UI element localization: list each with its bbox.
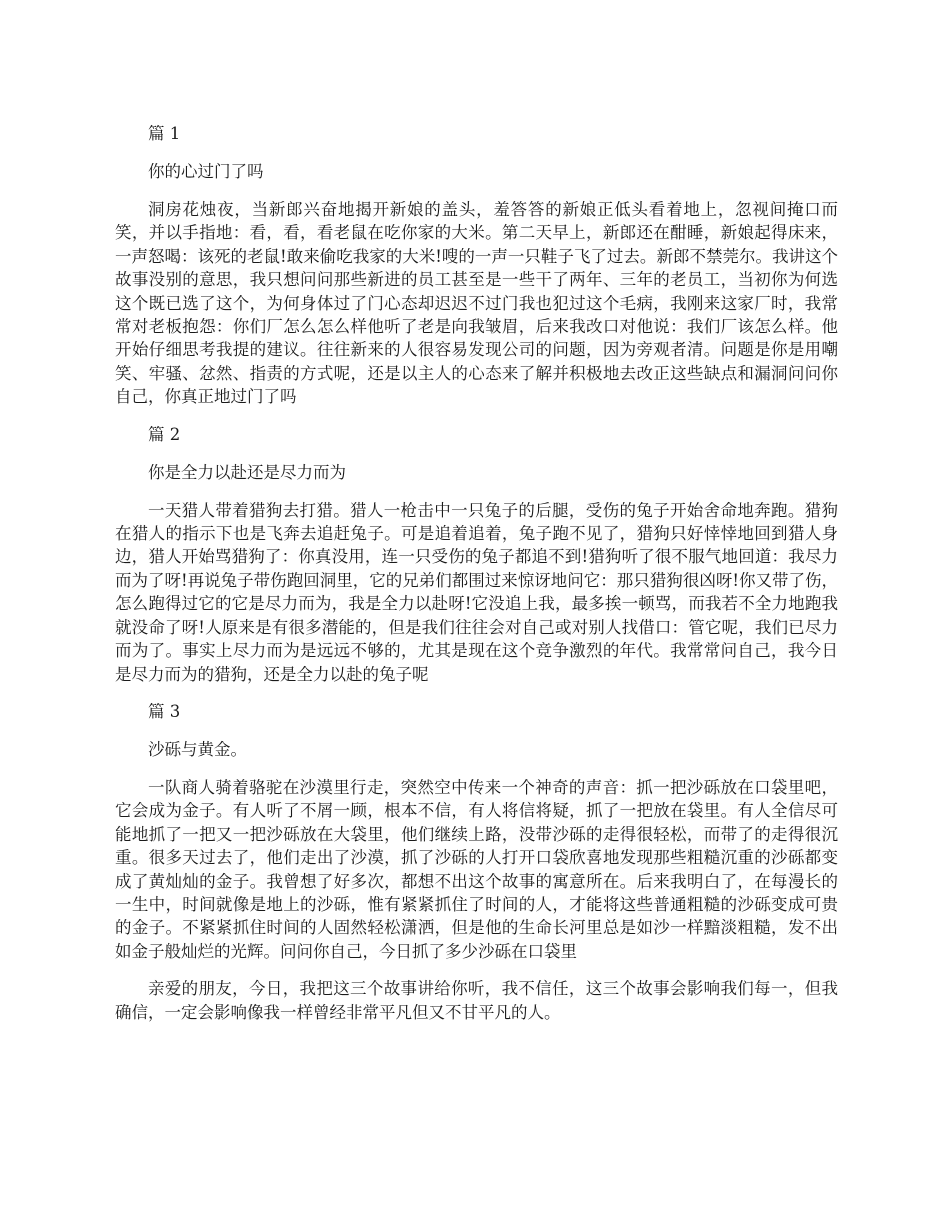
section-1-body: 洞房花烛夜，当新郎兴奋地揭开新娘的盖头，羞答答的新娘正低头看着地上，忽视间掩口而笑，并以手指地：看，看，看老鼠在吃你家的大米。第二天早上，新郎还在酣睡，新娘起得床来，一声怒喝：该死的老鼠!敢来偷吃我家的大米!嗖的一声一只鞋子飞了过去。新郎不禁莞尔。我讲这个故事没别的意思，我只想问问那些新进的员工甚至是一些干了两年、三年的老员工，当初你为何选这个既已选了这个，为何身体过了门心态却迟迟不过门我也犯过这个毛病，我刚来这家厂时，我常常对老板抱怨：你们厂怎么怎么样他听了老是向我皱眉，后来我改口对他说：我们厂该怎么样。他开始仔细思考我提的建议。往往新来的人很容易发现公司的问题，因为旁观者清。问题是你是用嘲笑、牢骚、忿然、指责的方式呢，还是以主人的心态来了解并积极地去改正这些缺点和漏洞问问你自己，你真正地过门了吗 <box>115 200 838 407</box>
section-1-title: 你的心过门了吗 <box>148 162 264 181</box>
section-2-label: 篇 2 <box>148 424 181 444</box>
section-2-title: 你是全力以赴还是尽力而为 <box>148 462 346 482</box>
section-1-label: 篇 1 <box>148 124 181 143</box>
section-2-body: 一天猎人带着猎狗去打猎。猎人一枪击中一只兔子的后腿，受伤的兔子开始舍命地奔跑。猎狗在猎人的指示下也是飞奔去追赶兔子。可是追着追着，兔子跑不见了，猎狗只好悻悻地回到猎人身边，猎人开始骂猎狗了：你真没用，连一只受伤的兔子都追不到!猎狗听了很不服气地回道：我尽力而为了呀!再说兔子带伤跑回洞里，它的兄弟们都围过来惊讶地问它：那只猎狗很凶呀!你又带了伤，怎么跑得过它的它是尽力而为，我是全力以赴呀!它没追上我，最多挨一顿骂，而我若不全力地跑我就没命了呀!人原来是有很多潜能的，但是我们往往会对自己或对别人找借口：管它呢，我们已尽力而为了。事实上尽力而为是远远不够的，尤其是现在这个竞争激烈的年代。我常常问自己，我今日是尽力而为的猎狗，还是全力以赴的兔子呢 <box>115 500 838 684</box>
section-3-title: 沙砾与黄金。 <box>148 739 247 759</box>
section-3 <box>115 700 838 963</box>
section-3-label: 篇 3 <box>148 701 181 721</box>
section-2 <box>115 423 838 686</box>
document-page <box>115 122 838 1038</box>
closing-paragraph: 亲爱的朋友，今日，我把这三个故事讲给你听，我不信任，这三个故事会影响我们每一，但我确信，一定会影响像我一样曾经非常平凡但又不甘平凡的人。 <box>115 979 838 1022</box>
section-1 <box>115 122 838 409</box>
section-3-body: 一队商人骑着骆驼在沙漠里行走，突然空中传来一个神奇的声音：抓一把沙砾放在口袋里吧，它会成为金子。有人听了不屑一顾，根本不信，有人将信将疑，抓了一把放在袋里。有人全信尽可能地抓了一把又一把沙砾放在大袋里，他们继续上路，没带沙砾的走得很轻松，而带了的走得很沉重。很多天过去了，他们走出了沙漠，抓了沙砾的人打开口袋欣喜地发现那些粗糙沉重的沙砾都变成了黄灿灿的金子。我曾想了好多次，都想不出这个故事的寓意所在。后来我明白了，在每漫长的一生中，时间就像是地上的沙砾，惟有紧紧抓住了时间的人，才能将这些普通粗糙的沙砾变成可贵的金子。不紧紧抓住时间的人固然轻松潇洒，但是他的生命长河里总是如沙一样黯淡粗糙，发不出如金子般灿烂的光辉。问问你自己，今日抓了多少沙砾在口袋里 <box>115 777 838 961</box>
